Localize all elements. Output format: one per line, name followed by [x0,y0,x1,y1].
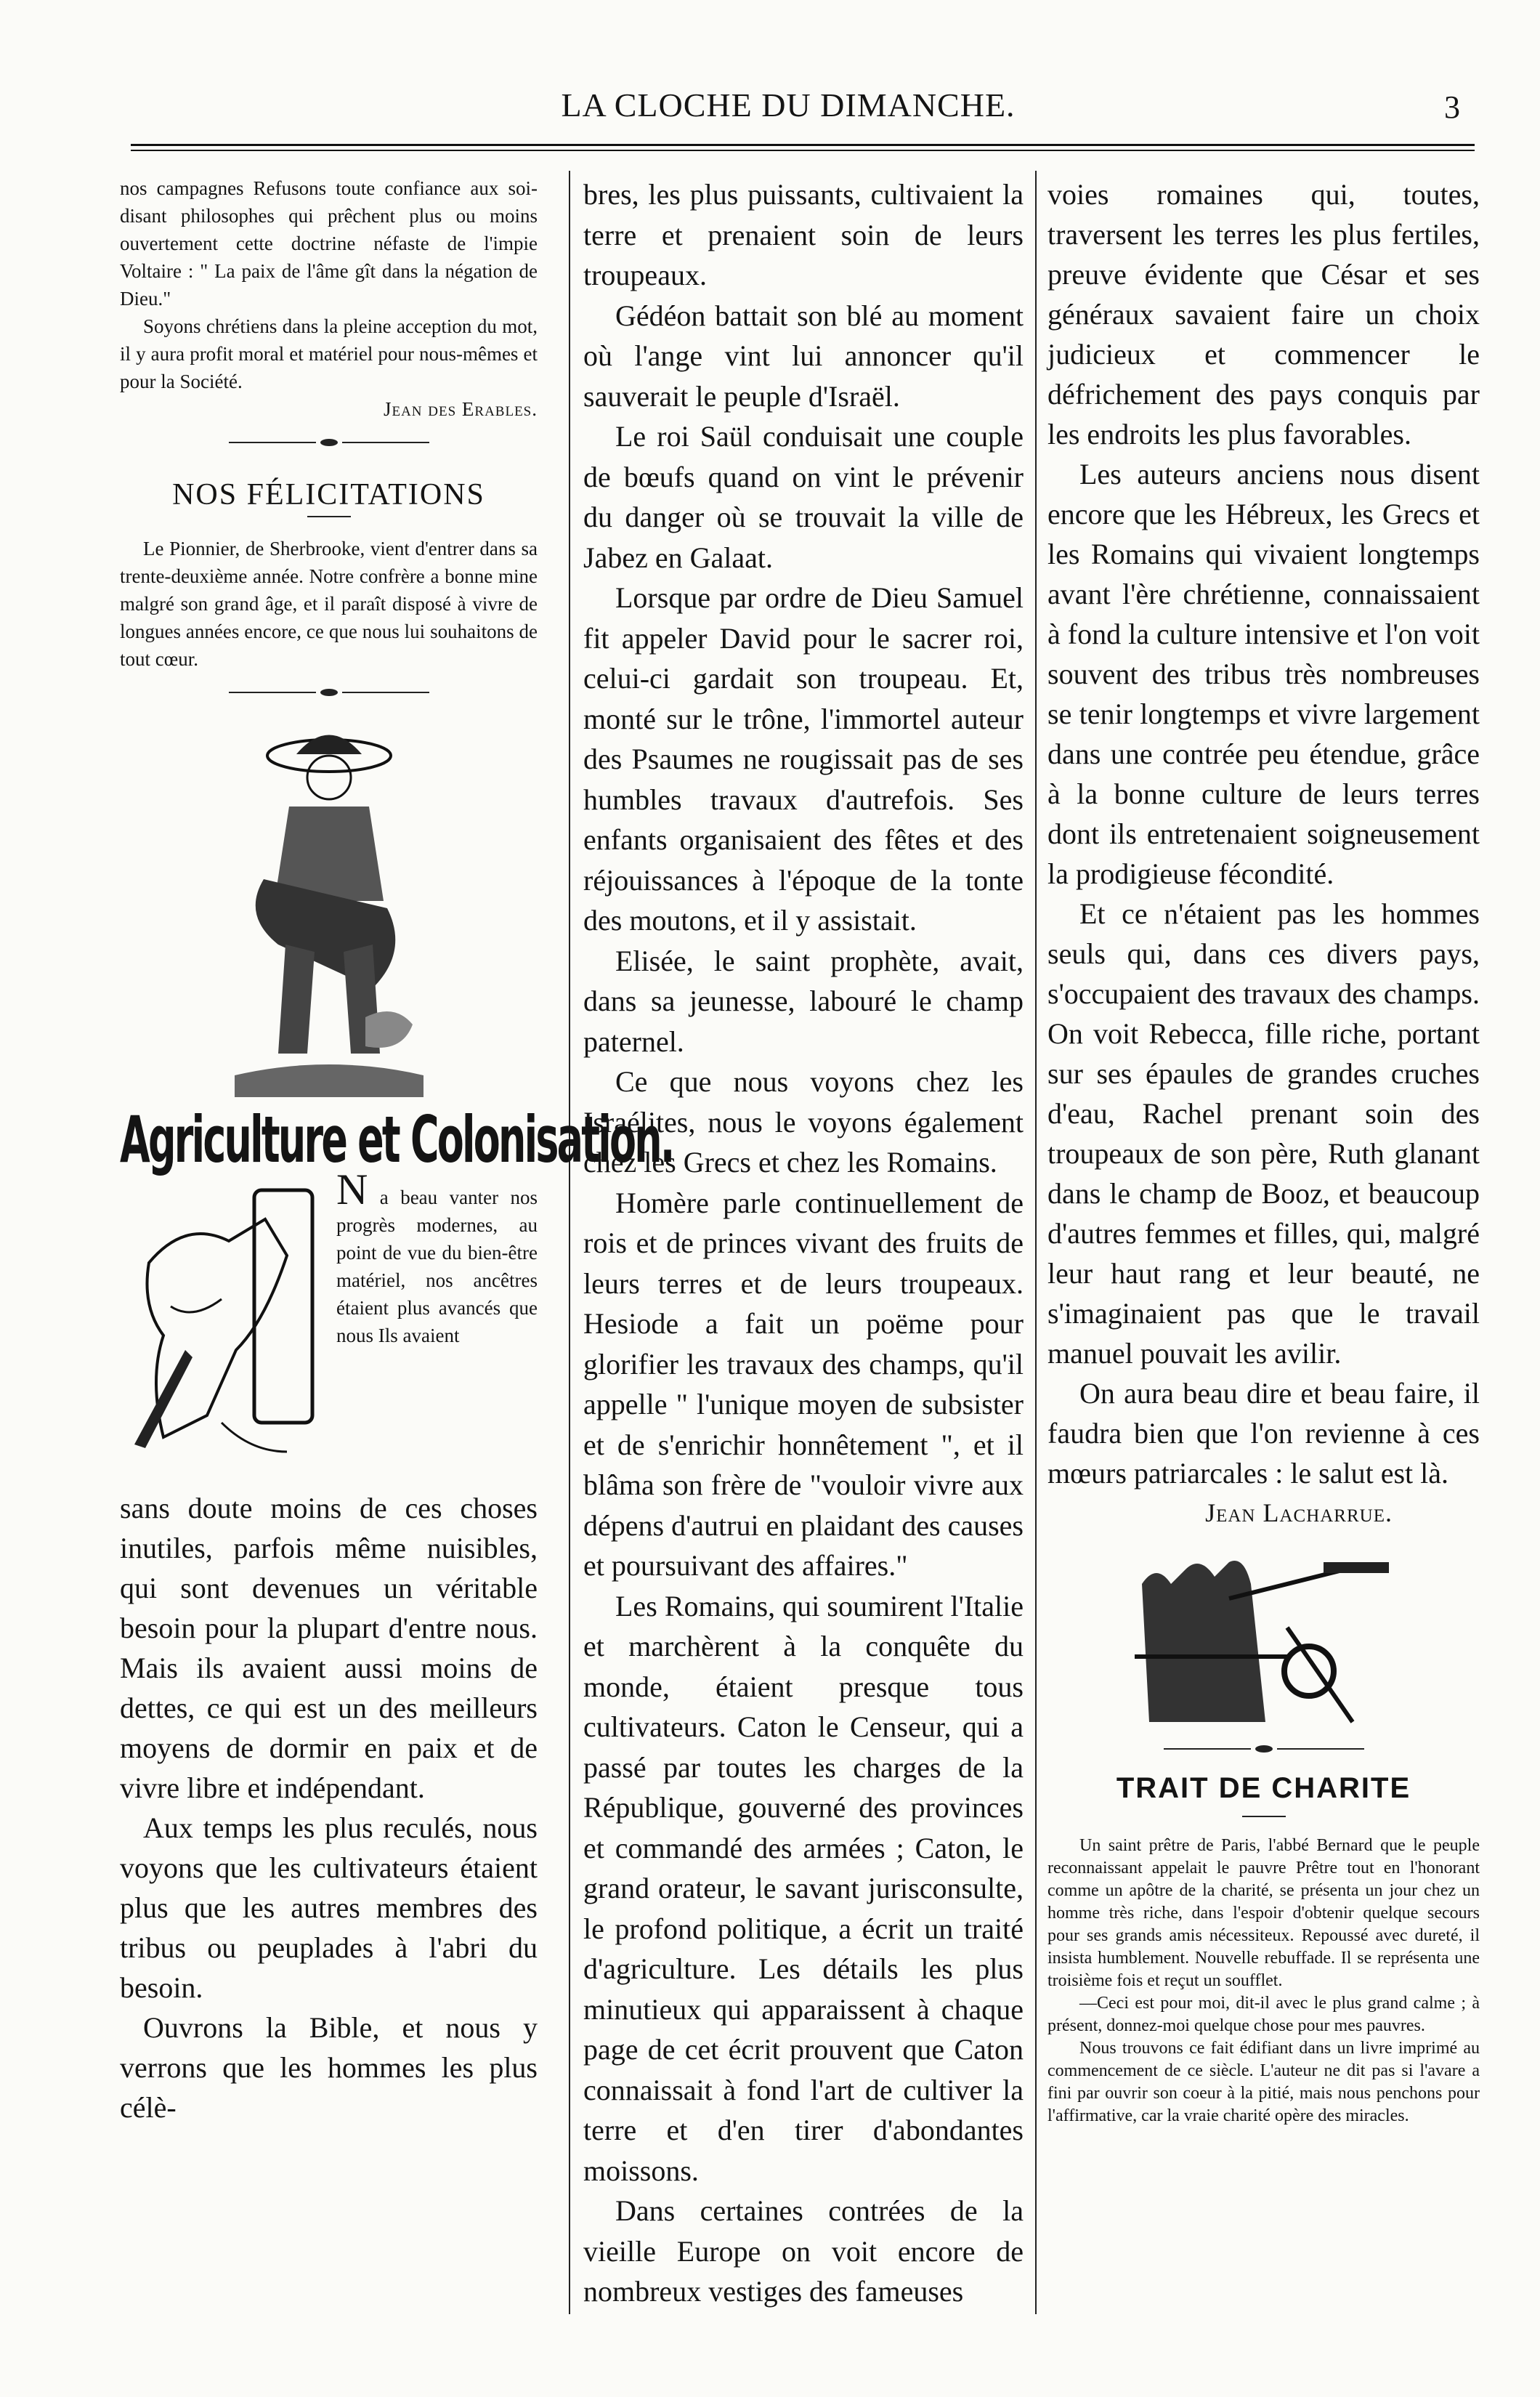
title-dash [1242,1816,1286,1817]
trait-paragraph: —Ceci est pour moi, dit-il avec le plus grand calme ; à présent, donnez-moi quelque chose pour mes pauvres. [1047,1994,1480,2035]
col2-paragraph: Lorsque par ordre de Dieu Samuel fit appeler David pour le sacrer roi, celui-ci gardait son troupeau. Et, monté sur le trône, l'immortel auteur des Psaumes ne rougissait pas de ses humbles travaux d'autrefois. Ses enfants organisaient des fêtes et des réjouissances à l'époque de la tonte des moutons, et il y assistait. [583,581,1024,937]
ornament-divider [1047,1745,1480,1753]
column-1 [120,174,673,2127]
farmer-illustration [220,712,438,1104]
header-rule-top [131,144,1475,146]
felicitations-text: Le Pionnier, de Sherbrooke, vient d'entrer dans sa trente-deuxième année. Notre confrère a bonne mine malgré son grand âge, et il paraît disposé à vivre de longues années encore, ce que nous lui souhaitons de tout cœur. [120,538,538,670]
col3-signature: Jean Lacharrue. [1205,1498,1393,1527]
agriculture-intro [120,1165,538,1488]
col1-signature: Jean des Erables. [383,398,538,420]
agriculture-continued: sans doute moins de ces choses inutiles, parfois même nuisibles, qui sont devenues un véritable besoin pour la plupart d'entre nous. Mais ils avaient aussi moins de dettes, ce qui est un des meilleurs moyens de dormir en paix et de vivre libre et indépendant. [120,1492,538,1804]
page-header [109,80,1467,131]
header-rule-bottom [131,150,1475,151]
page-number: 3 [1444,89,1460,125]
lady-portrait-illustration [120,1176,331,1488]
col2-paragraph: Homère parle continuellement de rois et de princes vivant des fruits de leurs terres et de leurs troupeaux. Hesiode a fait un poëme pour glorifier les travaux des champs, qu'il appelle " l'unique moyen de subsister et de s'enrichir honnêtement ", et il blâma son frère de "vouloir vivre aux dépens d'autrui en plaidant des causes et poursuivant des affaires." [583,1186,1024,1582]
felicitations-title: NOS FÉLICITATIONS [172,478,485,512]
ornament-divider [120,439,538,446]
trait-paragraph: Nous trouvons ce fait édifiant dans un livre imprimé au commencement de ce siècle. L'auteur ne dit pas si l'avare a fini par ouvrir son coeur à la pitié, mais nous penchons pour l'affirmative, car la vraie charité opère des miracles. [1047,2039,1480,2125]
column-divider-1 [569,171,570,2314]
farm-tools-illustration [1047,1540,1480,1729]
newspaper-title: LA CLOCHE DU DIMANCHE. [561,86,1016,124]
col3-paragraph: Les auteurs anciens nous disent encore que les Hébreux, les Grecs et les Romains qui vivaient longtemps avant l'ère chrétienne, connaissaient à fond la culture intensive et l'on voit souvent des tribus très nombreuses se tenir longtemps et vivre largement dans une contrée peu étendue, grâce à la bonne culture de leurs terres dont ils entretenaient soigneusement la prodigieuse fécondité. [1047,458,1480,890]
agriculture-title: Agriculture et Colonisation. [120,1102,673,1177]
agriculture-paragraph: Aux temps les plus reculés, nous voyons que les cultivateurs étaient plus que les autres membres des tribus ou peuplades à l'abri du besoin. [120,1811,538,2004]
agriculture-first-text: a beau vanter nos progrès modernes, au point de vue du bien-être matériel, nos ancêtres étaient plus avancés que nous Ils avaient [336,1187,538,1346]
col3-paragraph: Et ce n'étaient pas les hommes seuls qui, dans ces divers pays, s'occupaient des travaux des champs. On voit Rebecca, fille riche, portant sur ses épaules de grandes cruches d'eau, Rachel prenant soin des troupeaux de son père, Ruth glanant dans le champ de Booz, et beaucoup d'autres femmes et filles, qui, malgré leur haut rang et leur beauté, ne s'imaginaient pas que le travail manuel pouvait les avilir. [1047,897,1480,1370]
col2-paragraph: Les Romains, qui soumirent l'Italie et marchèrent à la conquête du monde, étaient presque tous cultivateurs. Caton le Censeur, qui a passé par toutes les charges de la République, gouverné des provinces et commandé des armées ; Caton, le grand orateur, le savant jurisconsulte, le profond politique, a écrit un traité d'agriculture. Les détails les plus minutieux qui apparaissent à chaque page de cet écrit prouvent que Caton connaissait à fond l'art de cultiver la terre et d'en tirer d'abondantes moissons. [583,1589,1024,2187]
col2-paragraph: Dans certaines contrées de la vieille Europe on voit encore de nombreux vestiges des fameuses [583,2194,1024,2308]
col2-paragraph: Ce que nous voyons chez les Israélites, nous le voyons également chez les Grecs et chez les Romains. [583,1065,1024,1179]
agriculture-dropcap: N [336,1165,368,1213]
ornament-divider [120,689,538,696]
trait-paragraph: Un saint prêtre de Paris, l'abbé Bernard que le peuple reconnaissant appelait le pauvre Prêtre tout en l'honorant comme un apôtre de la charité, se présenta un jour chez un homme très riche, dans l'espoir d'obtenir quelque secours pour ses grands amis nécessiteux. Repoussé avec dureté, il insista humblement. Nouvelle rebuffade. Il se représenta une troisième fois et reçut un soufflet. [1047,1836,1480,1990]
col3-first-text: voies romaines qui, toutes, traversent les terres les plus fertiles, preuve évidente que César et ses généraux savaient faire un choix judicieux et commencer le défrichement des pays conquis par les endroits les plus favorables. [1047,178,1480,450]
col2-paragraph: Le roi Saül conduisait une couple de bœufs quand on vint le prévenir du danger où se trouvait la ville de Jabez en Galaat. [583,420,1024,574]
column-divider-2 [1035,171,1037,2314]
trait-title: TRAIT DE CHARITE [1116,1772,1411,1804]
title-dash [307,516,351,517]
col2-first-text: bres, les plus puissants, cultivaient la terre et prenaient soin de leurs troupeaux. [583,178,1024,291]
agriculture-paragraph: Ouvrons la Bible, et nous y verrons que les hommes les plus célè- [120,2011,538,2124]
column-3 [1047,174,1480,2127]
col2-paragraph: Elisée, le saint prophète, avait, dans sa jeunesse, labouré le champ paternel. [583,944,1024,1058]
col1-paragraph: Soyons chrétiens dans la pleine acception du mot, il y aura profit moral et matériel pour nous-mêmes et pour la Société. [120,315,538,392]
col1-paragraph: nos campagnes Refusons toute confiance aux soi-disant philosophes qui prêchent plus ou moins ouvertement cette doctrine néfaste de l'impie Voltaire : " La paix de l'âme gît dans la négation de Dieu." [120,177,538,310]
col3-paragraph: On aura beau dire et beau faire, il faudra bien que l'on revienne à ces mœurs patriarcales : le salut est là. [1047,1377,1480,1489]
column-2 [583,174,1024,2312]
col2-paragraph: Gédéon battait son blé au moment où l'ange vint lui annoncer qu'il sauverait le peuple d'Israël. [583,299,1024,413]
